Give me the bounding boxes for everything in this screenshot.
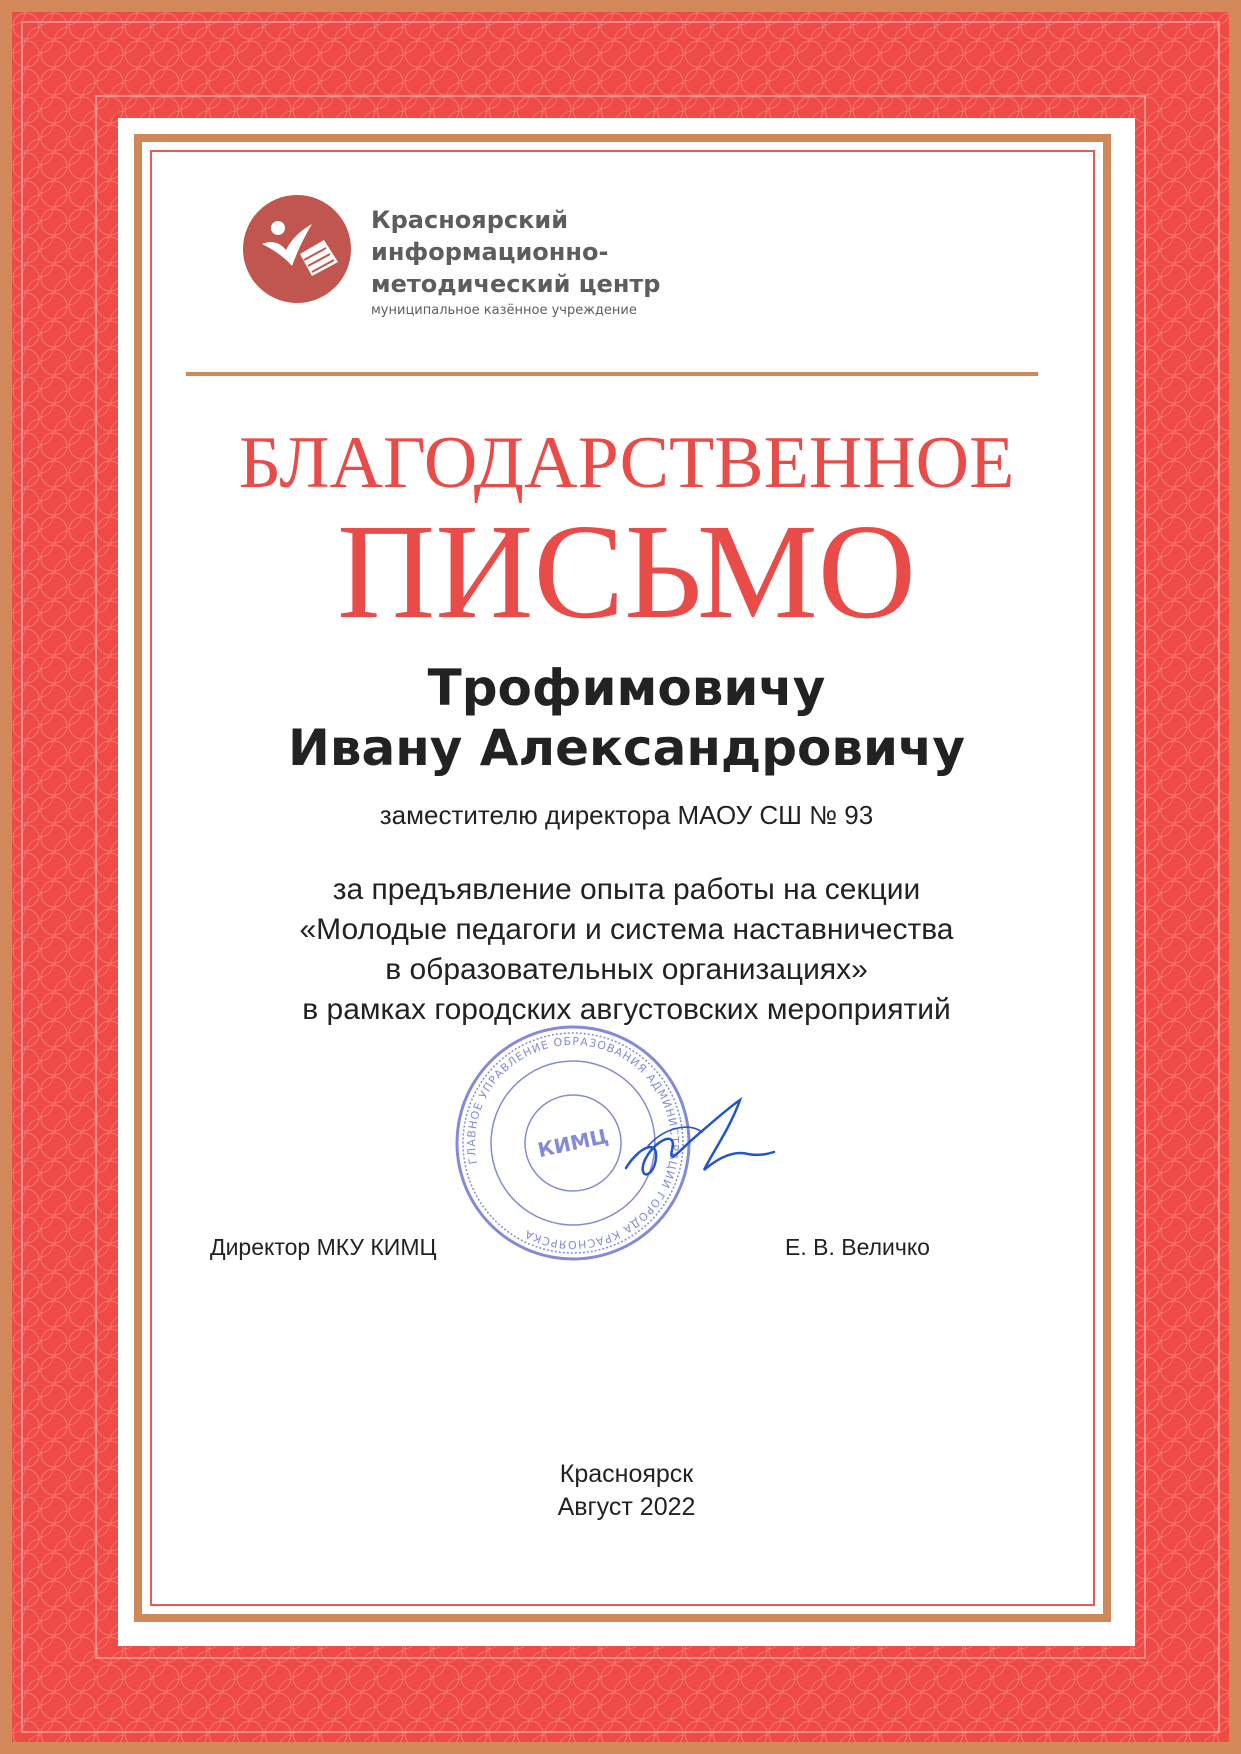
organization-subtitle: муниципальное казённое учреждение [371,303,637,318]
header-divider [186,372,1038,376]
certificate-outer-frame [12,12,1229,1742]
footer-city: Красноярск [559,1460,694,1488]
reason-text [118,870,1135,1030]
title-line-1: БЛАГОДАРСТВЕННОЕ [238,422,1015,504]
reason-line: «Молодые педагоги и система наставничества [299,913,954,946]
footer-date: Август 2022 [557,1493,696,1521]
signatory-name: Е. В. Величко [785,1234,930,1260]
recipient-given-name: Ивану Александровичу [288,719,965,777]
certificate-paper [118,118,1135,1646]
reason-line: за предъявление опыта работы на секции [332,873,921,906]
signatory-role: Директор МКУ КИМЦ [210,1234,437,1260]
organization-block [371,204,661,320]
handwritten-signature [618,1088,778,1198]
stamp-center-text: КИМЦ [535,1123,611,1163]
recipient-name [118,658,1135,778]
stamp-ring-text: ГЛАВНОЕ УПРАВЛЕНИЕ ОБРАЗОВАНИЯ АДМИНИСТРАЦИИ ГОРОДА КРАСНОЯРСКА [464,1034,682,1252]
title-line-2: ПИСЬМО [337,497,916,647]
reason-line: в рамках городских августовских мероприятий [302,993,951,1026]
kimc-logo-icon [242,194,352,304]
recipient-position: заместителю директора МАОУ СШ № 93 [379,800,874,830]
recipient-surname: Трофимовичу [427,659,826,717]
reason-line: в образовательных организациях» [385,953,868,986]
organization-name: Красноярский информационно- методический центр [371,206,661,298]
